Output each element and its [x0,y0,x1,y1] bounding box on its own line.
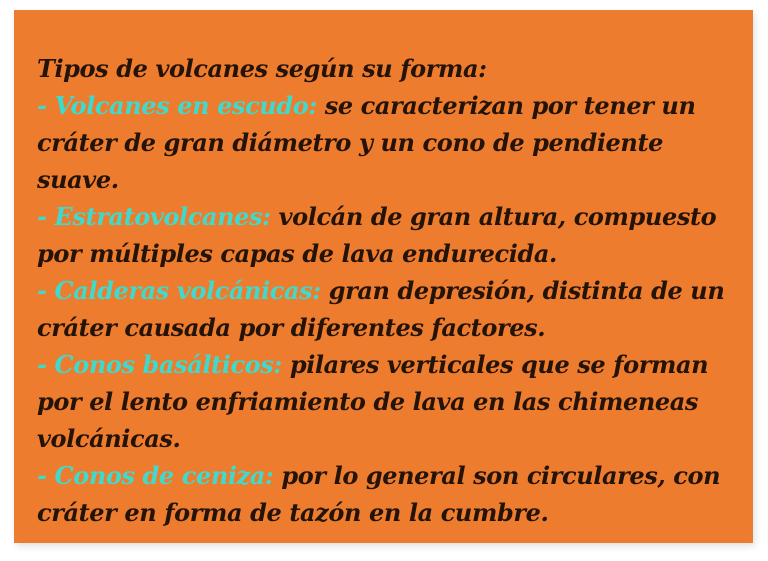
term-volcanes-en-escudo: - Volcanes en escudo: [37,91,317,120]
term-description: volcán de gran altura, compuesto por múltiples capas de lava endurecida. [37,202,717,268]
term-description: por lo general son circulares, con cráter en forma de tazón en la cumbre. [37,461,721,527]
list-item [37,457,733,531]
term-description: se caracterizan por tener un cráter de gran diámetro y un cono de pendiente suave. [37,91,696,194]
text-block [14,10,753,531]
term-conos-basalticos: - Conos basálticos: [37,350,282,379]
page-title: Tipos de volcanes según su forma: [37,54,487,83]
list-item [37,346,733,457]
term-calderas-volcanicas: - Calderas volcánicas: [37,276,321,305]
term-estratovolcanes: - Estratovolcanes: [37,202,271,231]
list-item [37,198,733,272]
term-description: gran depresión, distinta de un cráter causada por diferentes factores. [37,276,725,342]
term-description: pilares verticales que se forman por el lento enfriamiento de lava en las chimeneas volcánicas. [37,350,709,453]
list-item [37,87,733,198]
orange-card [14,10,753,543]
term-conos-de-ceniza: - Conos de ceniza: [37,461,274,490]
list-item [37,272,733,346]
